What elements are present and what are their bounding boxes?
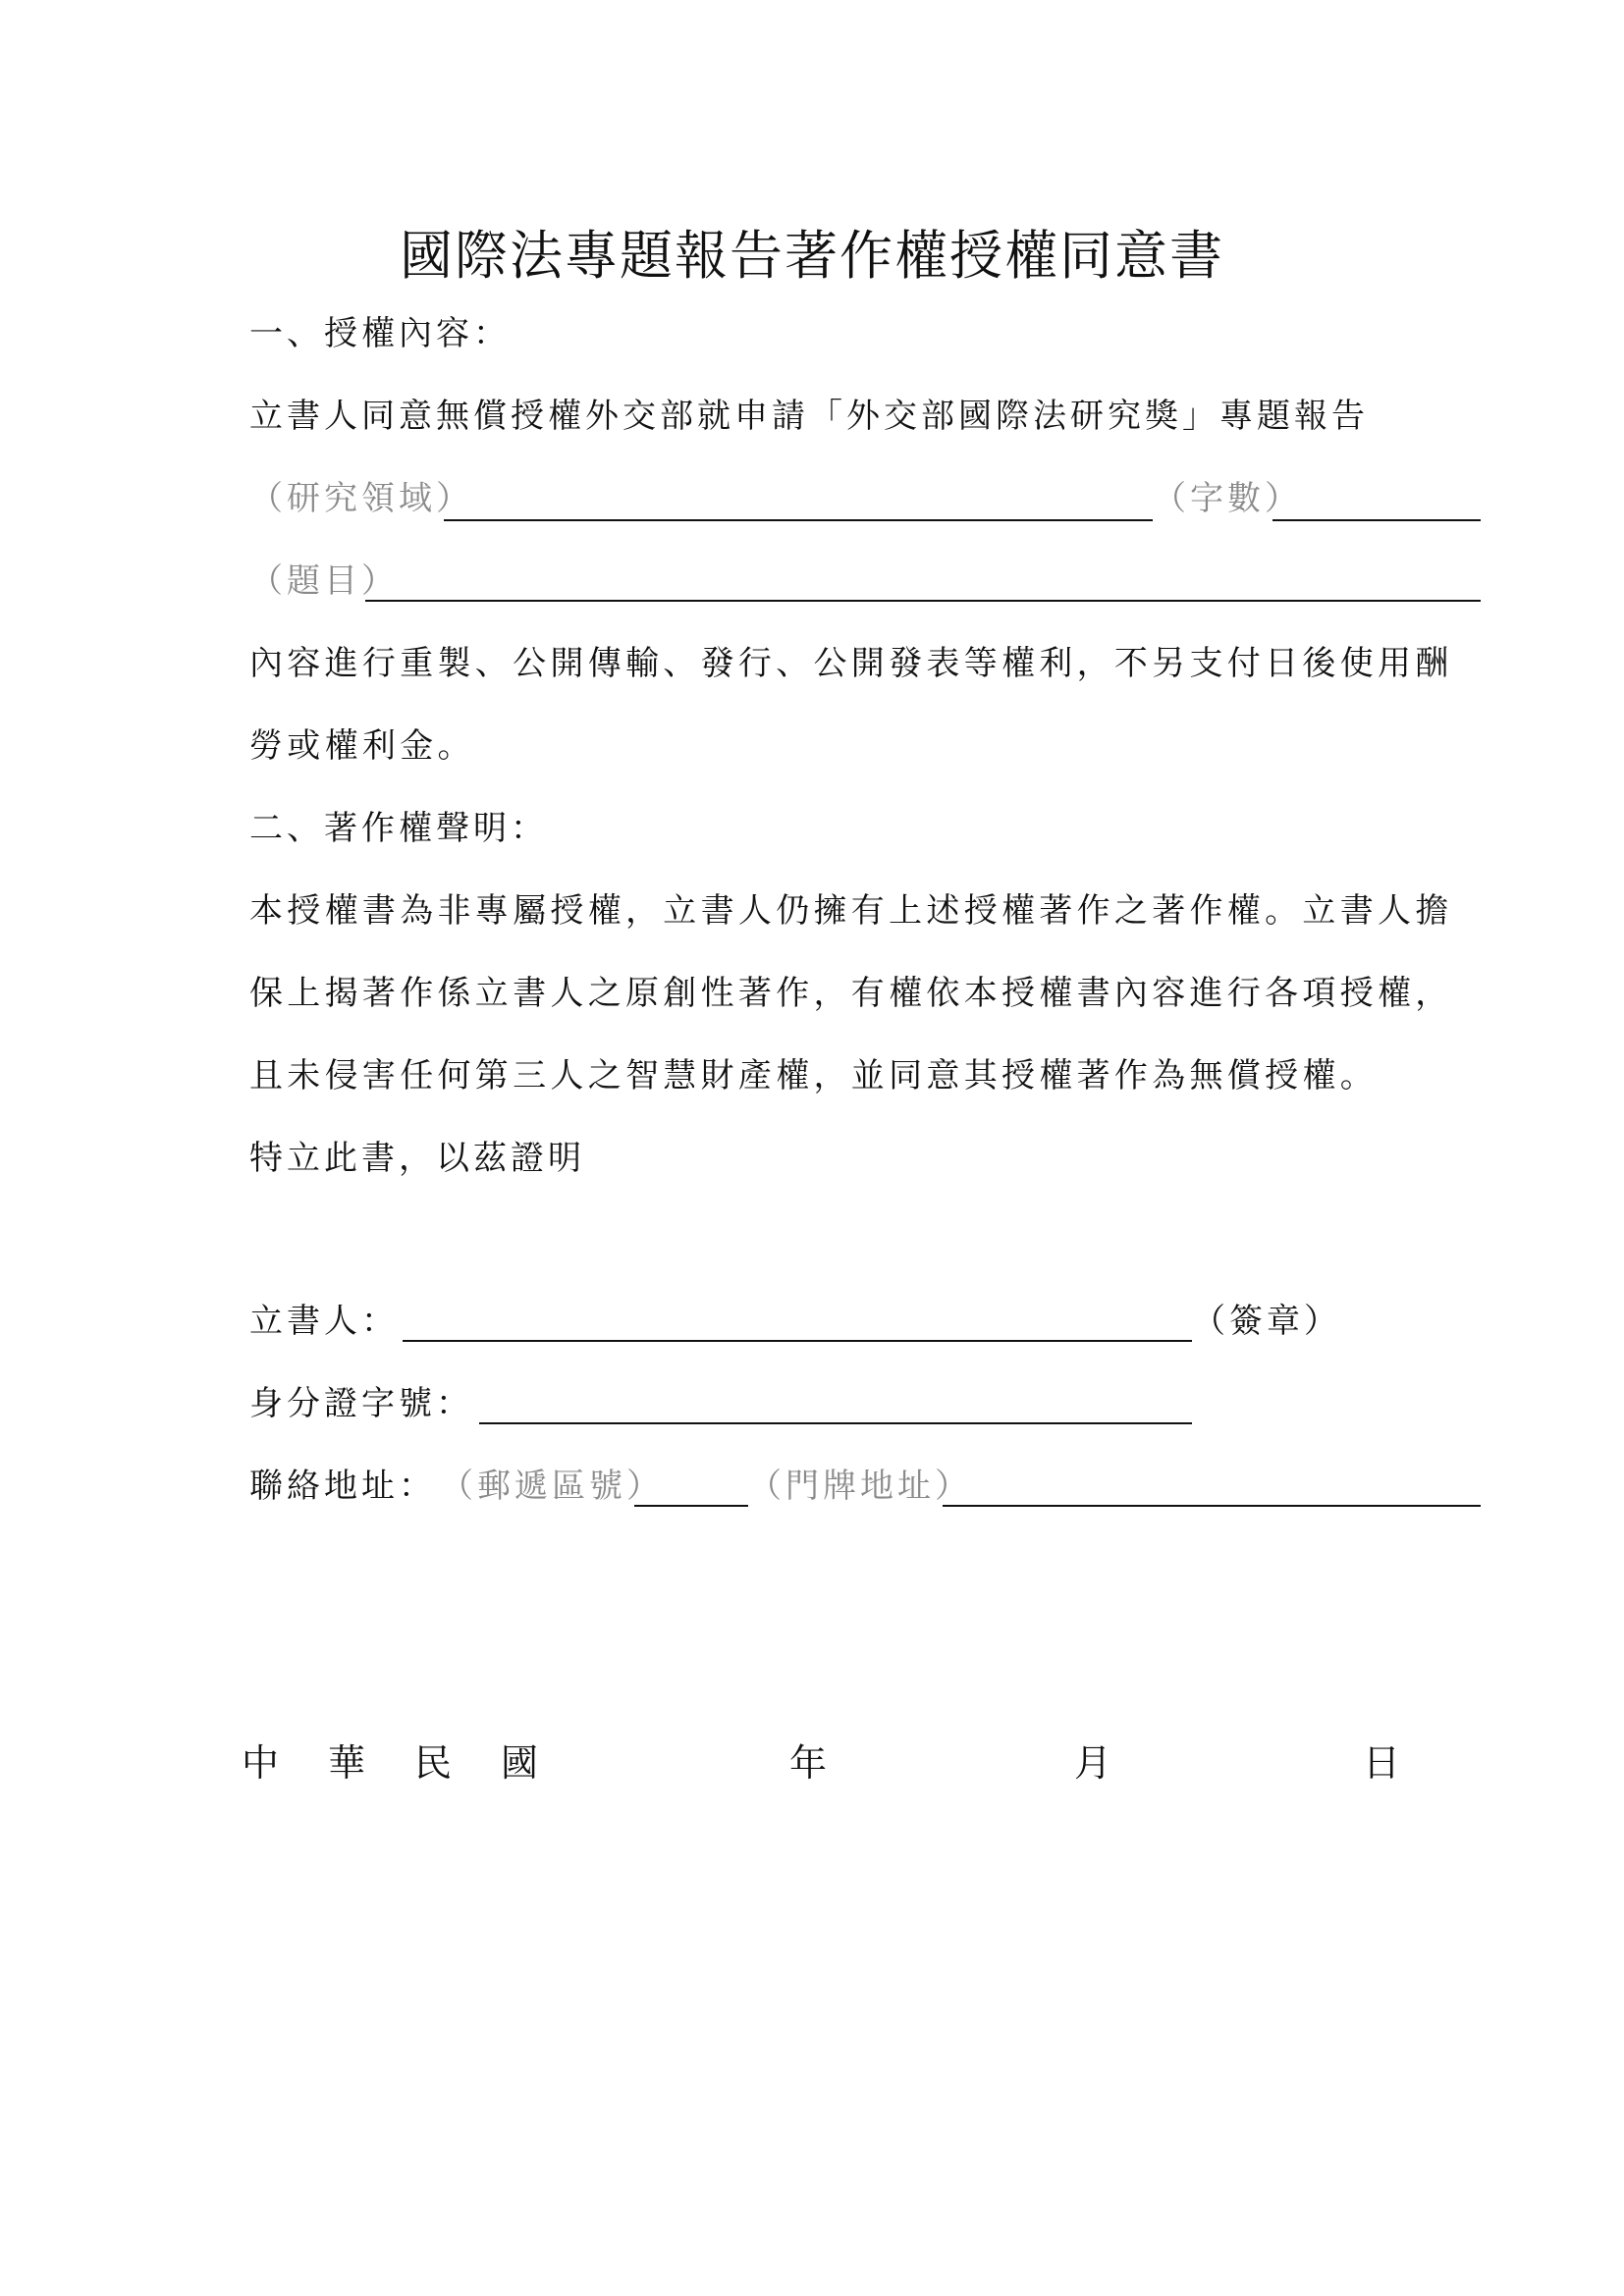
section1-heading: 一、授權內容： <box>249 314 511 353</box>
section1-intro: 立書人同意無償授權外交部就申請「外交部國際法研究獎」專題報告 <box>249 397 1369 436</box>
topic-hint: （題目） <box>249 561 399 601</box>
street-address-hint: （門牌地址） <box>748 1467 972 1506</box>
document-title: 國際法專題報告著作權授權同意書 <box>400 225 1224 287</box>
section2-body-line: 且未侵害任何第三人之智慧財產權，並同意其授權著作為無償授權。 <box>249 1056 1378 1095</box>
closing-statement: 特立此書，以茲證明 <box>249 1139 585 1178</box>
topic-blank[interactable] <box>365 600 1481 602</box>
section2-body-line: 保上揭著作係立書人之原創性著作，有權依本授權書內容進行各項授權， <box>249 974 1453 1013</box>
date-year-label: 年 <box>789 1741 828 1785</box>
id-number-blank[interactable] <box>479 1422 1192 1424</box>
seal-hint: （簽章） <box>1192 1302 1341 1341</box>
date-month-label: 月 <box>1074 1741 1112 1785</box>
date-era-char: 國 <box>501 1741 539 1785</box>
section2-heading: 二、著作權聲明： <box>249 809 548 848</box>
id-number-label: 身分證字號： <box>249 1384 473 1423</box>
date-era-char: 中 <box>242 1741 280 1785</box>
section1-body-line: 內容進行重製、公開傳輸、發行、公開發表等權利，不另支付日後使用酬 <box>249 644 1453 683</box>
word-count-hint: （字數） <box>1153 479 1302 518</box>
address-label: 聯絡地址： <box>249 1467 436 1506</box>
word-count-blank[interactable] <box>1272 519 1481 521</box>
section1-body-line: 勞或權利金。 <box>249 726 475 766</box>
signer-blank[interactable] <box>403 1340 1192 1342</box>
postal-code-hint: （郵遞區號） <box>440 1467 664 1506</box>
signer-label: 立書人： <box>249 1302 399 1341</box>
date-era-char: 民 <box>414 1741 453 1785</box>
date-era-char: 華 <box>328 1741 366 1785</box>
research-area-hint: （研究領域） <box>249 479 473 518</box>
research-area-blank[interactable] <box>444 519 1153 521</box>
section2-body-line: 本授權書為非專屬授權，立書人仍擁有上述授權著作之著作權。立書人擔 <box>249 891 1453 931</box>
date-day-label: 日 <box>1363 1741 1401 1785</box>
postal-code-blank[interactable] <box>634 1505 748 1507</box>
street-address-blank[interactable] <box>943 1505 1481 1507</box>
